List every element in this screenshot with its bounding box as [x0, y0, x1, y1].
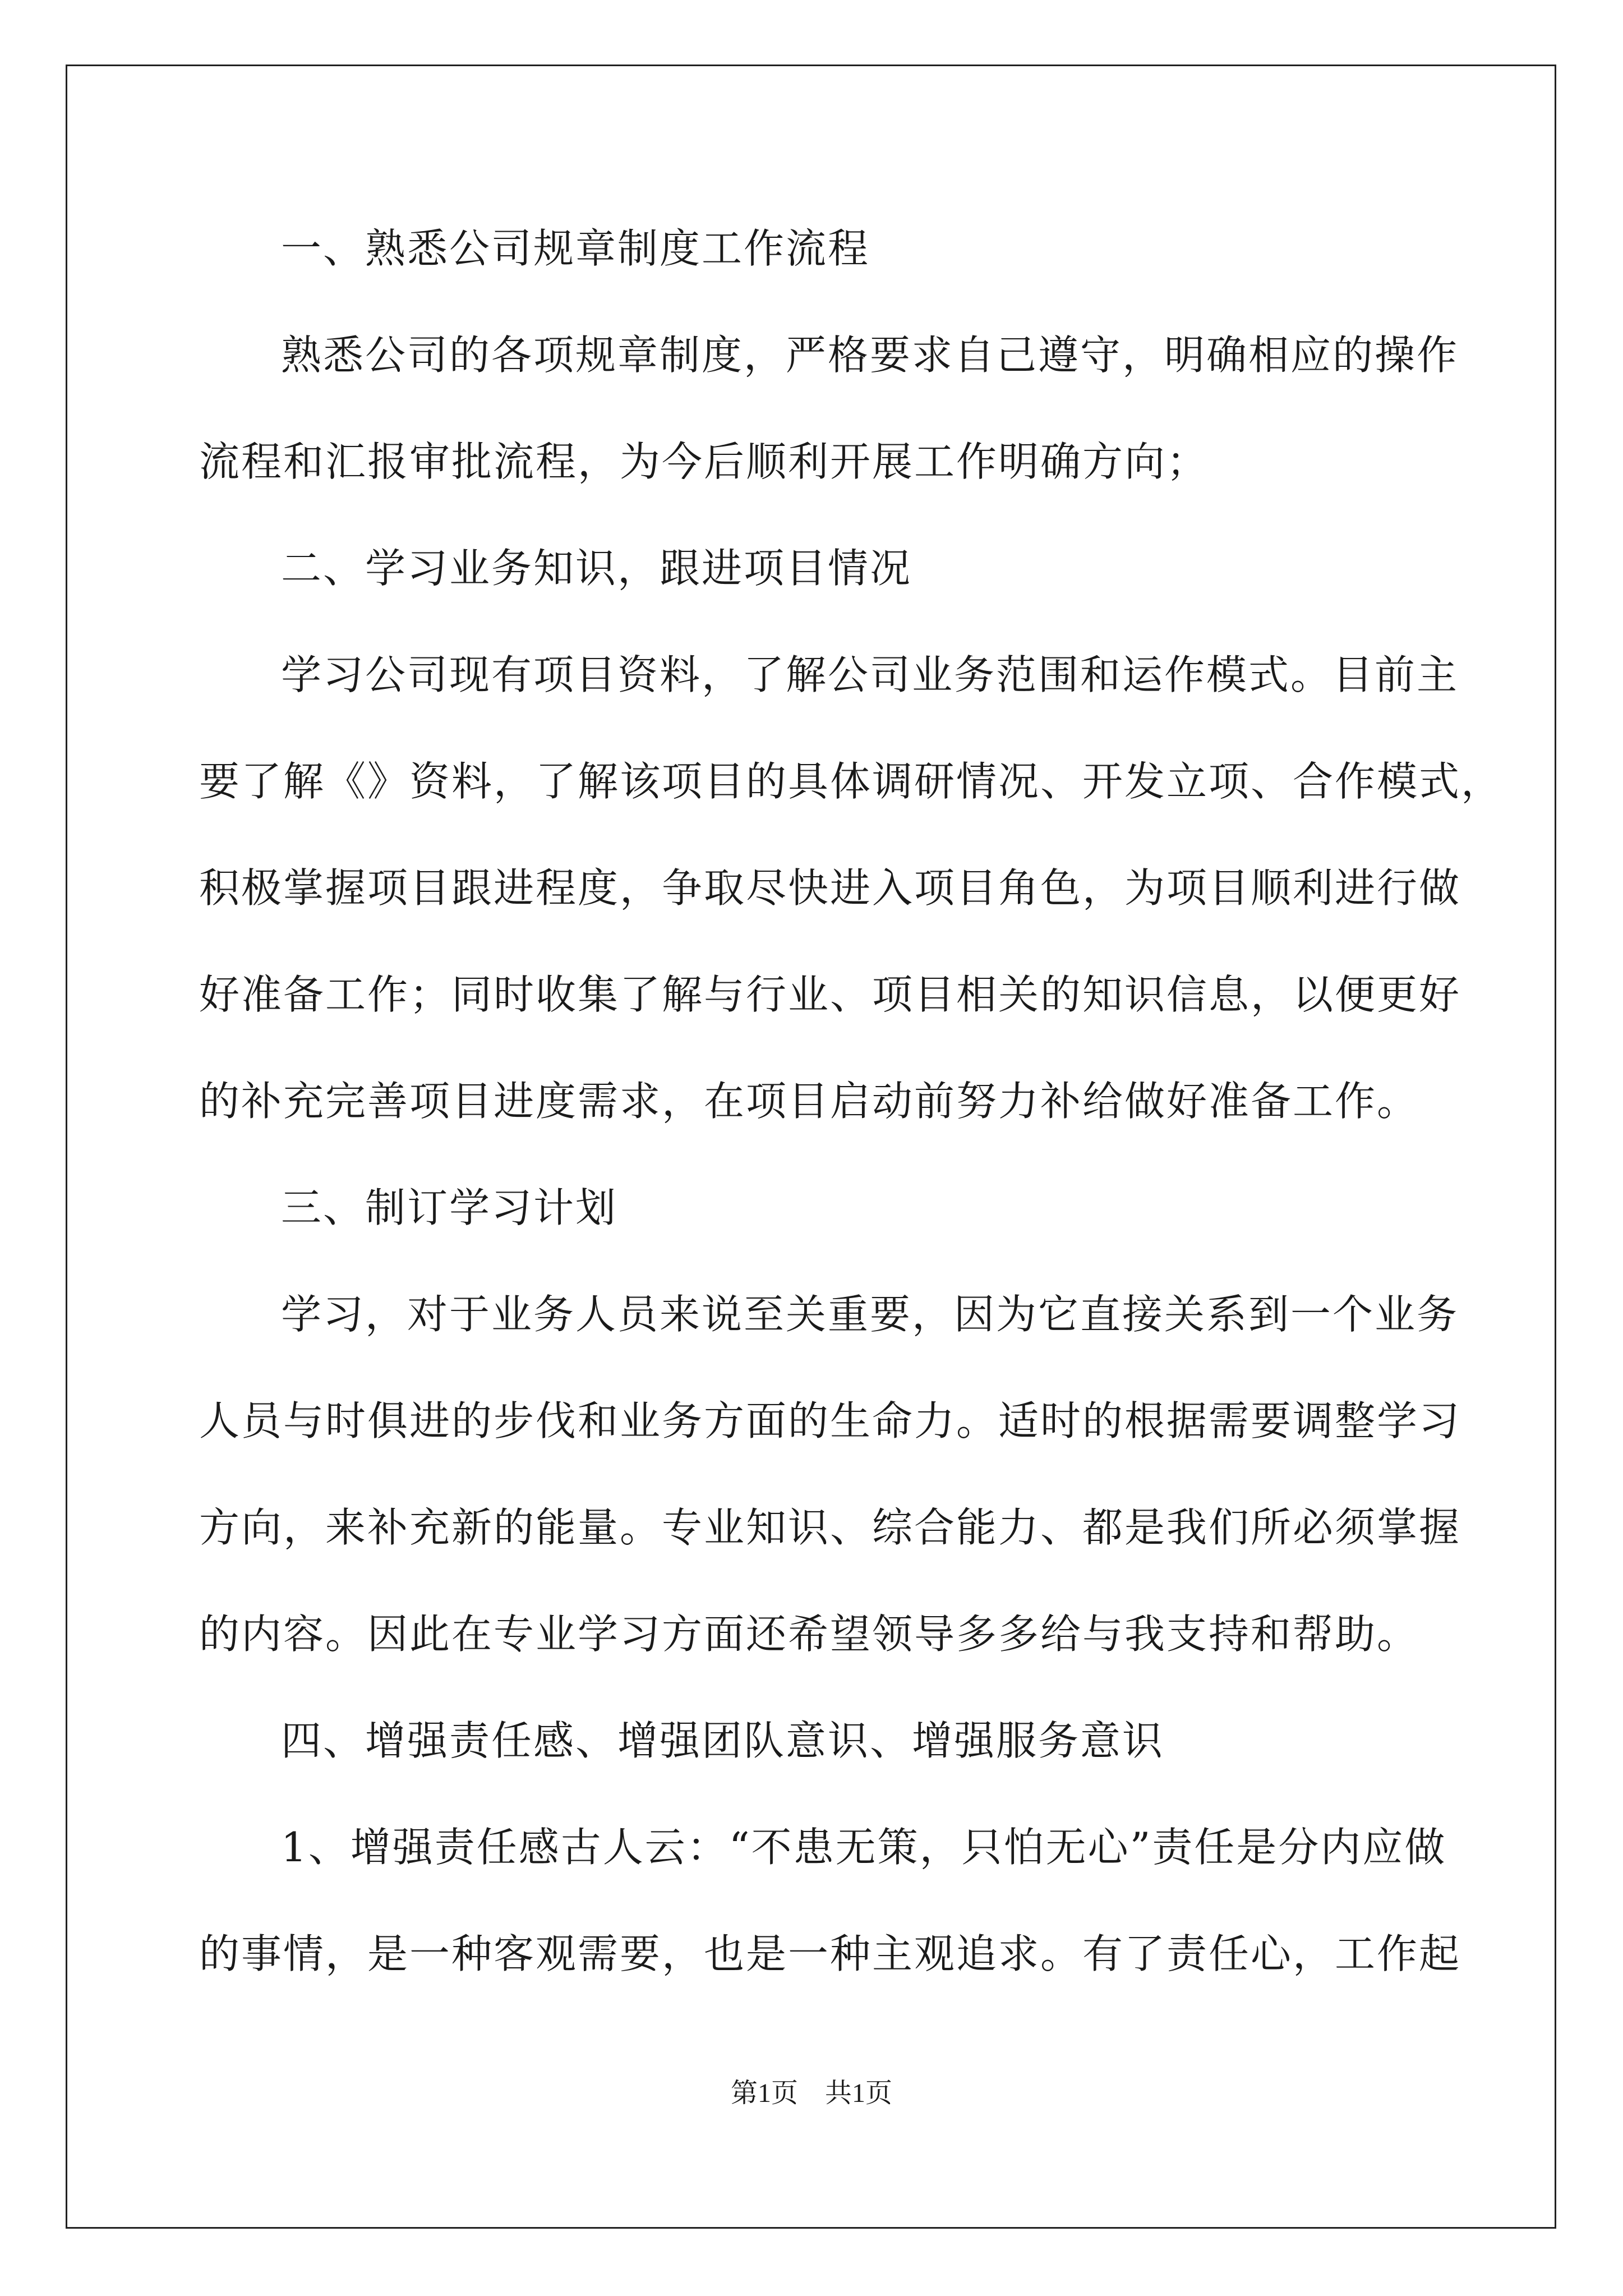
paragraph-line: 学习，对于业务人员来说至关重要，因为它直接关系到一个业务	[281, 1291, 1459, 1338]
paragraph-line: 人员与时俱进的步伐和业务方面的生命力。适时的根据需要调整学习	[199, 1397, 1461, 1444]
page-border	[66, 65, 1556, 2229]
paragraph-line: 的内容。因此在专业学习方面还希望领导多多给与我支持和帮助。	[199, 1611, 1419, 1658]
paragraph-line: 好准备工作；同时收集了解与行业、项目相关的知识信息，以便更好	[199, 971, 1461, 1018]
paragraph-line: 1、增强责任感古人云：“不患无策，只怕无心”责任是分内应做	[281, 1824, 1447, 1871]
paragraph-line: 的补充完善项目进度需求，在项目启动前努力补给做好准备工作。	[199, 1078, 1419, 1125]
paragraph-line: 要了解《》资料，了解该项目的具体调研情况、开发立项、合作模式，	[199, 758, 1504, 805]
paragraph-line: 的事情，是一种客观需要，也是一种主观追求。有了责任心，工作起	[199, 1930, 1461, 1977]
paragraph-line: 熟悉公司的各项规章制度，严格要求自己遵守，明确相应的操作	[281, 332, 1459, 379]
heading-4: 四、增强责任感、增强团队意识、增强服务意识	[281, 1717, 1165, 1764]
page-footer: 第1页 共1页	[730, 2078, 892, 2108]
paragraph-line: 学习公司现有项目资料，了解公司业务范围和运作模式。目前主	[281, 651, 1459, 698]
heading-1: 一、熟悉公司规章制度工作流程	[281, 225, 870, 272]
heading-2: 二、学习业务知识，跟进项目情况	[281, 545, 912, 592]
paragraph-line: 方向，来补充新的能量。专业知识、综合能力、都是我们所必须掌握	[199, 1504, 1461, 1551]
heading-3: 三、制订学习计划	[281, 1184, 618, 1231]
paragraph-line: 积极掌握项目跟进程度，争取尽快进入项目角色，为项目顺利进行做	[199, 864, 1461, 912]
paragraph-line: 流程和汇报审批流程，为今后顺利开展工作明确方向；	[199, 438, 1209, 485]
